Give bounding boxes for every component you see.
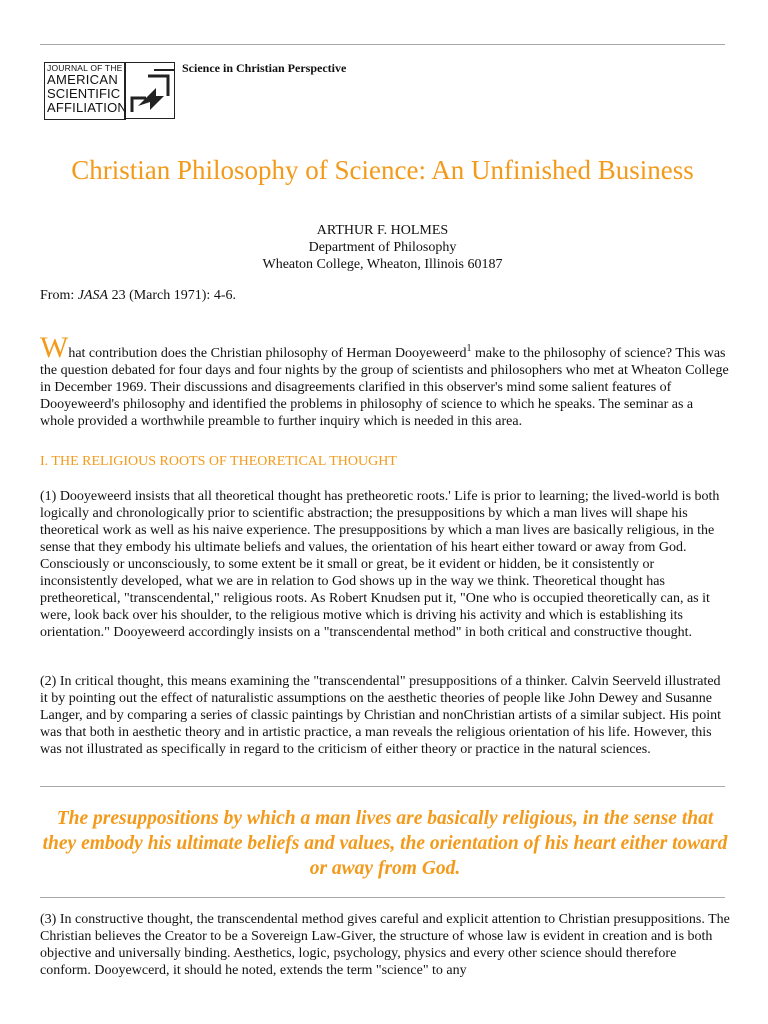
- intro-paragraph: [40, 331, 730, 430]
- drop-cap: W: [40, 331, 69, 364]
- source-rest: 23 (March 1971): 4-6.: [108, 288, 236, 303]
- paragraph-3: (3) In constructive thought, the transcendental method gives careful and explicit attention to Christian presuppositions. The Christian believes the Creator to be a Sovereign Law-Giver, the structure of whose law is evident in creation and is both objective and universally binding. Aesthetics, logic, psychology, physics and every other science should therefore conform. Dooyewcerd, it should he noted, extends the term "science" to any: [40, 912, 730, 978]
- logo-text-box: [44, 62, 126, 120]
- pull-quote-top-divider: [40, 786, 725, 787]
- logo-line-1: JOURNAL OF THE: [47, 63, 123, 73]
- intro-text-1: hat contribution does the Christian philosophy of Herman Dooyeweerd: [68, 346, 467, 361]
- logo-line-2: AMERICAN: [47, 72, 119, 87]
- intro-text-2: make to the philosophy of science? This was the question debated for four days and four nights by the group of scientists and philosophers who met at Wheaton College in December 1969. Their discussions and disagreements clarified in this observer's mind some salient features of Dooyeweerd's philosophy and identified the problems in philosophy of science to which he speaks. The seminar as a whole provided a worthwhile preamble to further inquiry which is needed in this area.: [40, 346, 729, 429]
- pull-quote-bottom-divider: [40, 897, 725, 898]
- author-institution: Wheaton College, Wheaton, Illinois 60187: [262, 257, 503, 272]
- source-journal: JASA: [77, 288, 109, 303]
- article-title: Christian Philosophy of Science: An Unfinished Business: [71, 155, 694, 185]
- paragraph-2: (2) In critical thought, this means examining the "transcendental" presuppositions of a thinker. Calvin Seerveld illustrated it by pointing out the effect of naturalistic assumptions on the aesthetic theories of people like John Dewey and Susanne Langer, and by comparing a series of classic paintings by Christian and nonChristian artists of a similar subject. His point was that both in aesthetic theory and in artistic practice, a man reveals the religious orientation of his life. However, this was not illustrated as specifically in regard to the criticism of either theory or practice in the natural sciences.: [40, 674, 722, 757]
- author-department: Department of Philosophy: [308, 240, 457, 255]
- byline: [90, 222, 675, 273]
- pull-quote: The presuppositions by which a man lives are basically religious, in the sense that they embody his ultimate beliefs and values, the orientation of his heart either toward or away from God.: [42, 808, 728, 879]
- source-citation: [40, 288, 236, 304]
- journal-logo[interactable]: [44, 62, 178, 120]
- logo-line-3: SCIENTIFIC: [47, 86, 121, 101]
- section-heading: I. THE RELIGIOUS ROOTS OF THEORETICAL THOUGHT: [40, 454, 397, 469]
- logo-line-4: AFFILIATION: [47, 100, 127, 115]
- journal-heading[interactable]: Science in Christian Perspective: [182, 61, 347, 75]
- asa-logo-mark-icon: [124, 62, 176, 120]
- top-divider: [40, 44, 725, 45]
- footnote-link-1[interactable]: 1: [466, 343, 472, 354]
- source-prefix: From:: [40, 288, 78, 303]
- author-name: ARTHUR F. HOLMES: [316, 223, 449, 238]
- paragraph-1: (1) Dooyeweerd insists that all theoretical thought has pretheoretic roots.' Life is prior to learning; the lived-world is both logically and chronologically prior to scientific abstraction; the presuppositions by which a man lives will shape his theoretical work as well as his naive experience. The presuppositions by which a man lives are basically religious, in the sense that they embody his ultimate beliefs and values, the orientation of his heart either toward or away from God. Consciously or unconsciously, to some extent be it small or great, be it evident or hidden, be it consistently or inconsistently developed, what we are in relation to God shows up in the way we think. Theoretical thought has pretheoretical, "transcendental," religious roots. As Robert Knudsen put it, "One who is occupied theoretically can, as it were, look back over his shoulder, to the religious motive which is driving his activity and which is establishing its orientation." Dooyeweerd accordingly insists on a "transcendental method" in both critical and constructive thought.: [40, 489, 720, 640]
